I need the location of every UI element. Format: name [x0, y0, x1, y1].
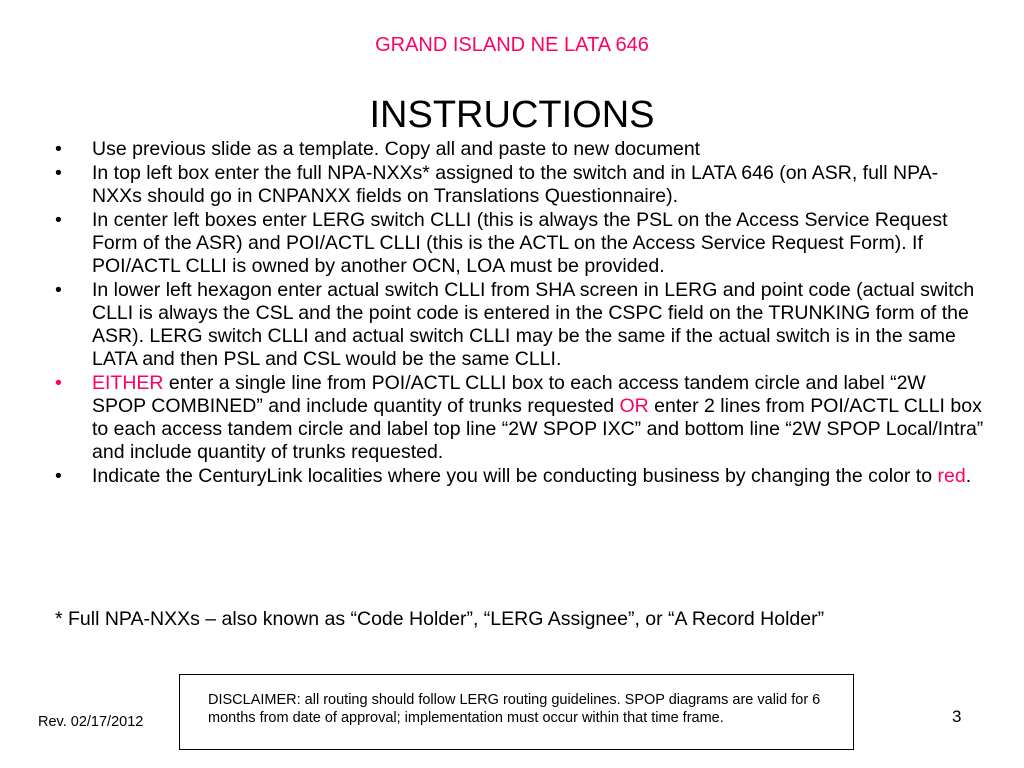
instruction-item [55, 465, 985, 488]
footnote: * Full NPA-NXXs – also known as “Code Holder”, “LERG Assignee”, or “A Record Holder” [55, 608, 825, 630]
instruction-item [55, 138, 985, 161]
instruction-text-end: . [965, 465, 972, 487]
disclaimer-box [179, 674, 854, 750]
instruction-text: enter a single line from POI/ACTL CLLI box to each access tandem circle and label “2W SPOP COMBINED” and include quantity of trunks requested [92, 372, 926, 417]
instruction-item [55, 209, 985, 278]
instruction-text: Use previous slide as a template. Copy all and paste to new document [92, 138, 701, 160]
red-keyword: red [937, 465, 966, 487]
instruction-text: Indicate the CenturyLink localities where you will be conducting business by changing the color to [92, 465, 938, 487]
instruction-text: enter 2 lines from POI/ACTL CLLI box to each access tandem circle and label top line “2W SPOP IXC” and bottom line “2W SPOP Local/Intra” and include quantity of trunks requested. [92, 395, 984, 463]
bullet-icon: • [55, 209, 62, 231]
instruction-text: In top left box enter the full NPA-NXXs* assigned to the switch and in LATA 646 (on ASR, full NPA-NXXs should go in CNPANXX fields on Translations Questionnaire). [92, 162, 939, 207]
instruction-item [55, 162, 985, 208]
or-keyword: OR [619, 395, 649, 417]
bullet-icon: • [55, 279, 62, 301]
instruction-item [55, 372, 985, 464]
slide-subtitle: GRAND ISLAND NE LATA 646 [375, 34, 649, 56]
page-number: 3 [952, 707, 962, 726]
instruction-list [55, 138, 985, 489]
either-keyword: EITHER [92, 372, 164, 394]
instruction-text: In center left boxes enter LERG switch CLLI (this is always the PSL on the Access Service Request Form of the ASR) and POI/ACTL CLLI (this is the ACTL on the Access Service Request Form). If POI/ACTL CLLI is owned by another OCN, LOA must be provided. [92, 209, 948, 277]
instruction-item [55, 279, 985, 371]
revision-date: Rev. 02/17/2012 [38, 714, 144, 730]
bullet-icon: • [55, 138, 62, 160]
slide-title: INSTRUCTIONS [369, 94, 655, 136]
bullet-icon: • [55, 465, 62, 487]
bullet-icon: • [55, 372, 62, 394]
bullet-icon: • [55, 162, 62, 184]
instruction-text: In lower left hexagon enter actual switch CLLI from SHA screen in LERG and point code (actual switch CLLI is always the CSL and the point code is entered in the CSPC field on the TRUNKING form of the ASR). LERG switch CLLI and actual switch CLLI may be the same if the actual switch is in the same LATA and then PSL and CSL would be the same CLLI. [92, 279, 975, 370]
disclaimer-text: DISCLAIMER: all routing should follow LERG routing guidelines. SPOP diagrams are valid for 6 months from date of approval; implementation must occur within that time frame. [208, 692, 821, 726]
